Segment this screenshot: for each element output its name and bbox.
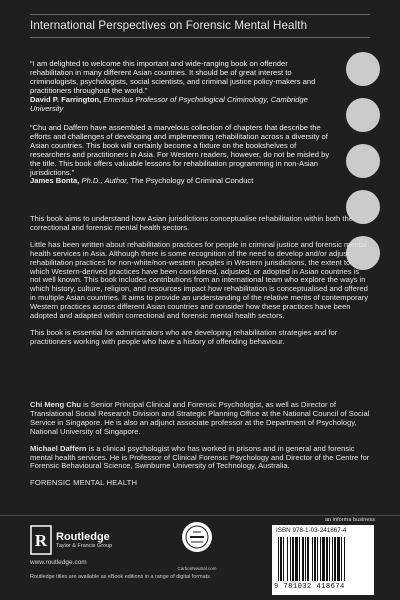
bio-daffern-name: Michael Daffern [30,443,87,453]
review-2-role: Ph.D., Author, [81,176,129,186]
barcode-bar [295,537,298,581]
barcode-bar [314,537,316,581]
bio-chu-text: is Senior Principal Clinical and Forensic Psychologist, as well as Director of Translational Social Research Division and Strategic Planning Office at the National Council of Social Service in Singapore. He is also an adjunct associate professor at the Department of Psychology, National University of Singapore. [30,400,370,436]
barcode-bar [290,537,291,581]
carbon-neutral-icon [180,520,214,564]
review-2-name: James Bonta, [30,176,80,186]
svg-text:R: R [34,531,48,550]
review-1-attribution [30,96,330,114]
circle-3 [346,144,380,178]
review-1-name: David P. Farrington, [30,94,102,104]
barcode [272,525,374,595]
barcode-bar [332,537,333,581]
ebook-note: Routledge titles are available as eBook editions in a range of digital formats [30,574,210,580]
isbn-label: ISBN 978-1-03-241867-4 [276,527,347,534]
author-bios [30,401,370,488]
barcode-bar [283,537,284,581]
review-1-quote: “I am delighted to welcome this important and wide-ranging book on offender rehabilitation in many different Asian countries. It should be of great interest to criminologists, psychologists, social scientists, and criminal justice policy-makers and practitioners throughout the world.” [30,59,316,95]
barcode-bars [278,537,368,583]
description-audience: This book is essential for administrators who are developing rehabilitation strategies and for practitioners working with people who have a history of offending behaviour. [30,327,338,346]
description-intro: This book aims to understand how Asian jurisdictions conceptualise rehabilitation within both the correctional and forensic mental health sectors. [30,214,353,232]
top-rule [30,14,370,15]
circle-2 [346,98,380,132]
barcode-digits: 9 781032 418674 [274,583,345,591]
publisher-name: Routledge [56,531,110,543]
circle-1 [346,52,380,86]
routledge-r-icon [30,525,52,555]
barcode-bar [312,537,313,581]
series-title: International Perspectives on Forensic Mental Health [30,19,308,32]
barcode-bar [344,537,345,581]
barcode-bar [280,537,282,581]
carbon-neutral-label: CarbonNeutral.com [177,566,217,571]
barcode-bar [322,537,325,581]
informa-label: an informa business [325,517,376,523]
barcode-bar [337,537,340,581]
barcode-bar [326,537,328,581]
barcode-bar [317,537,318,581]
publisher-logo [30,525,112,555]
review-1-role: Emeritus Professor of Psychological Criminology, Cambridge University [30,94,308,113]
description-body: Little has been written about rehabilitation practices for people in criminal justice and forensic mental health services in Asia. Although there is some recognition of the need to develop and/or adjust rehabilitation practices for non-white/non-western peoples in Western jurisdictions, the extent to which Western-derived practices have been considered, adjusted, or adopted in Asian countries is not well known. This book includes contributions from an international team who explore the ways in which history, culture, religion, and resources impact how rehabilitation is conceptualised and offered in multiple Asian countries. It aims to provide an understanding of the relative merits of contemporary Western practices across different Asian countries and consider how these practices have been adopted and adapted within correctional and forensic mental health sectors. [30,239,369,321]
description [30,215,370,355]
review-2 [30,124,330,186]
barcode-bar [278,537,279,581]
review-2-attribution [30,177,330,186]
barcode-bar [329,537,330,581]
bio-chu [30,401,370,437]
review-1 [30,60,330,113]
barcode-bar [305,537,306,581]
barcode-bar [307,537,309,581]
review-2-quote: “Chu and Daffern have assembled a marvelous collection of chapters that describe the efforts and challenges of developing and implementing rehabilitation across a diversity of Asian countries. This book will certainly become a fixture on the bookshelves of researchers and practitioners in Asia. For Western readers, however, do not be misled by the title. This book offers valuable lessons for rehabilitation programming in non-Asian jurisdictions.” [30,123,330,177]
barcode-bar [341,537,342,581]
barcode-bar [287,537,288,581]
bio-daffern-text: is a clinical psychologist who has worked in prisons and in general and forensic mental health services. He is Professor of Clinical Forensic Psychology and Director of the Centre for Forensic Behavioural Science, Swinburne University of Technology, Australia. [30,443,370,471]
bio-daffern [30,445,370,472]
publisher-sub: Taylor & Francis Group [56,543,113,549]
barcode-bar [299,537,300,581]
bio-chu-name: Chi Meng Chu [30,400,82,409]
barcode-bar [302,537,304,581]
barcode-bar [292,537,294,581]
barcode-bar [320,537,321,581]
footer-rule [0,515,400,516]
top-rule-bottom [30,37,370,38]
barcode-bar [334,537,336,581]
subject-label: FORENSIC MENTAL HEALTH [30,478,138,488]
review-2-work: The Psychology of Criminal Conduct [130,176,254,186]
publisher-url[interactable]: www.routledge.com [30,559,87,566]
